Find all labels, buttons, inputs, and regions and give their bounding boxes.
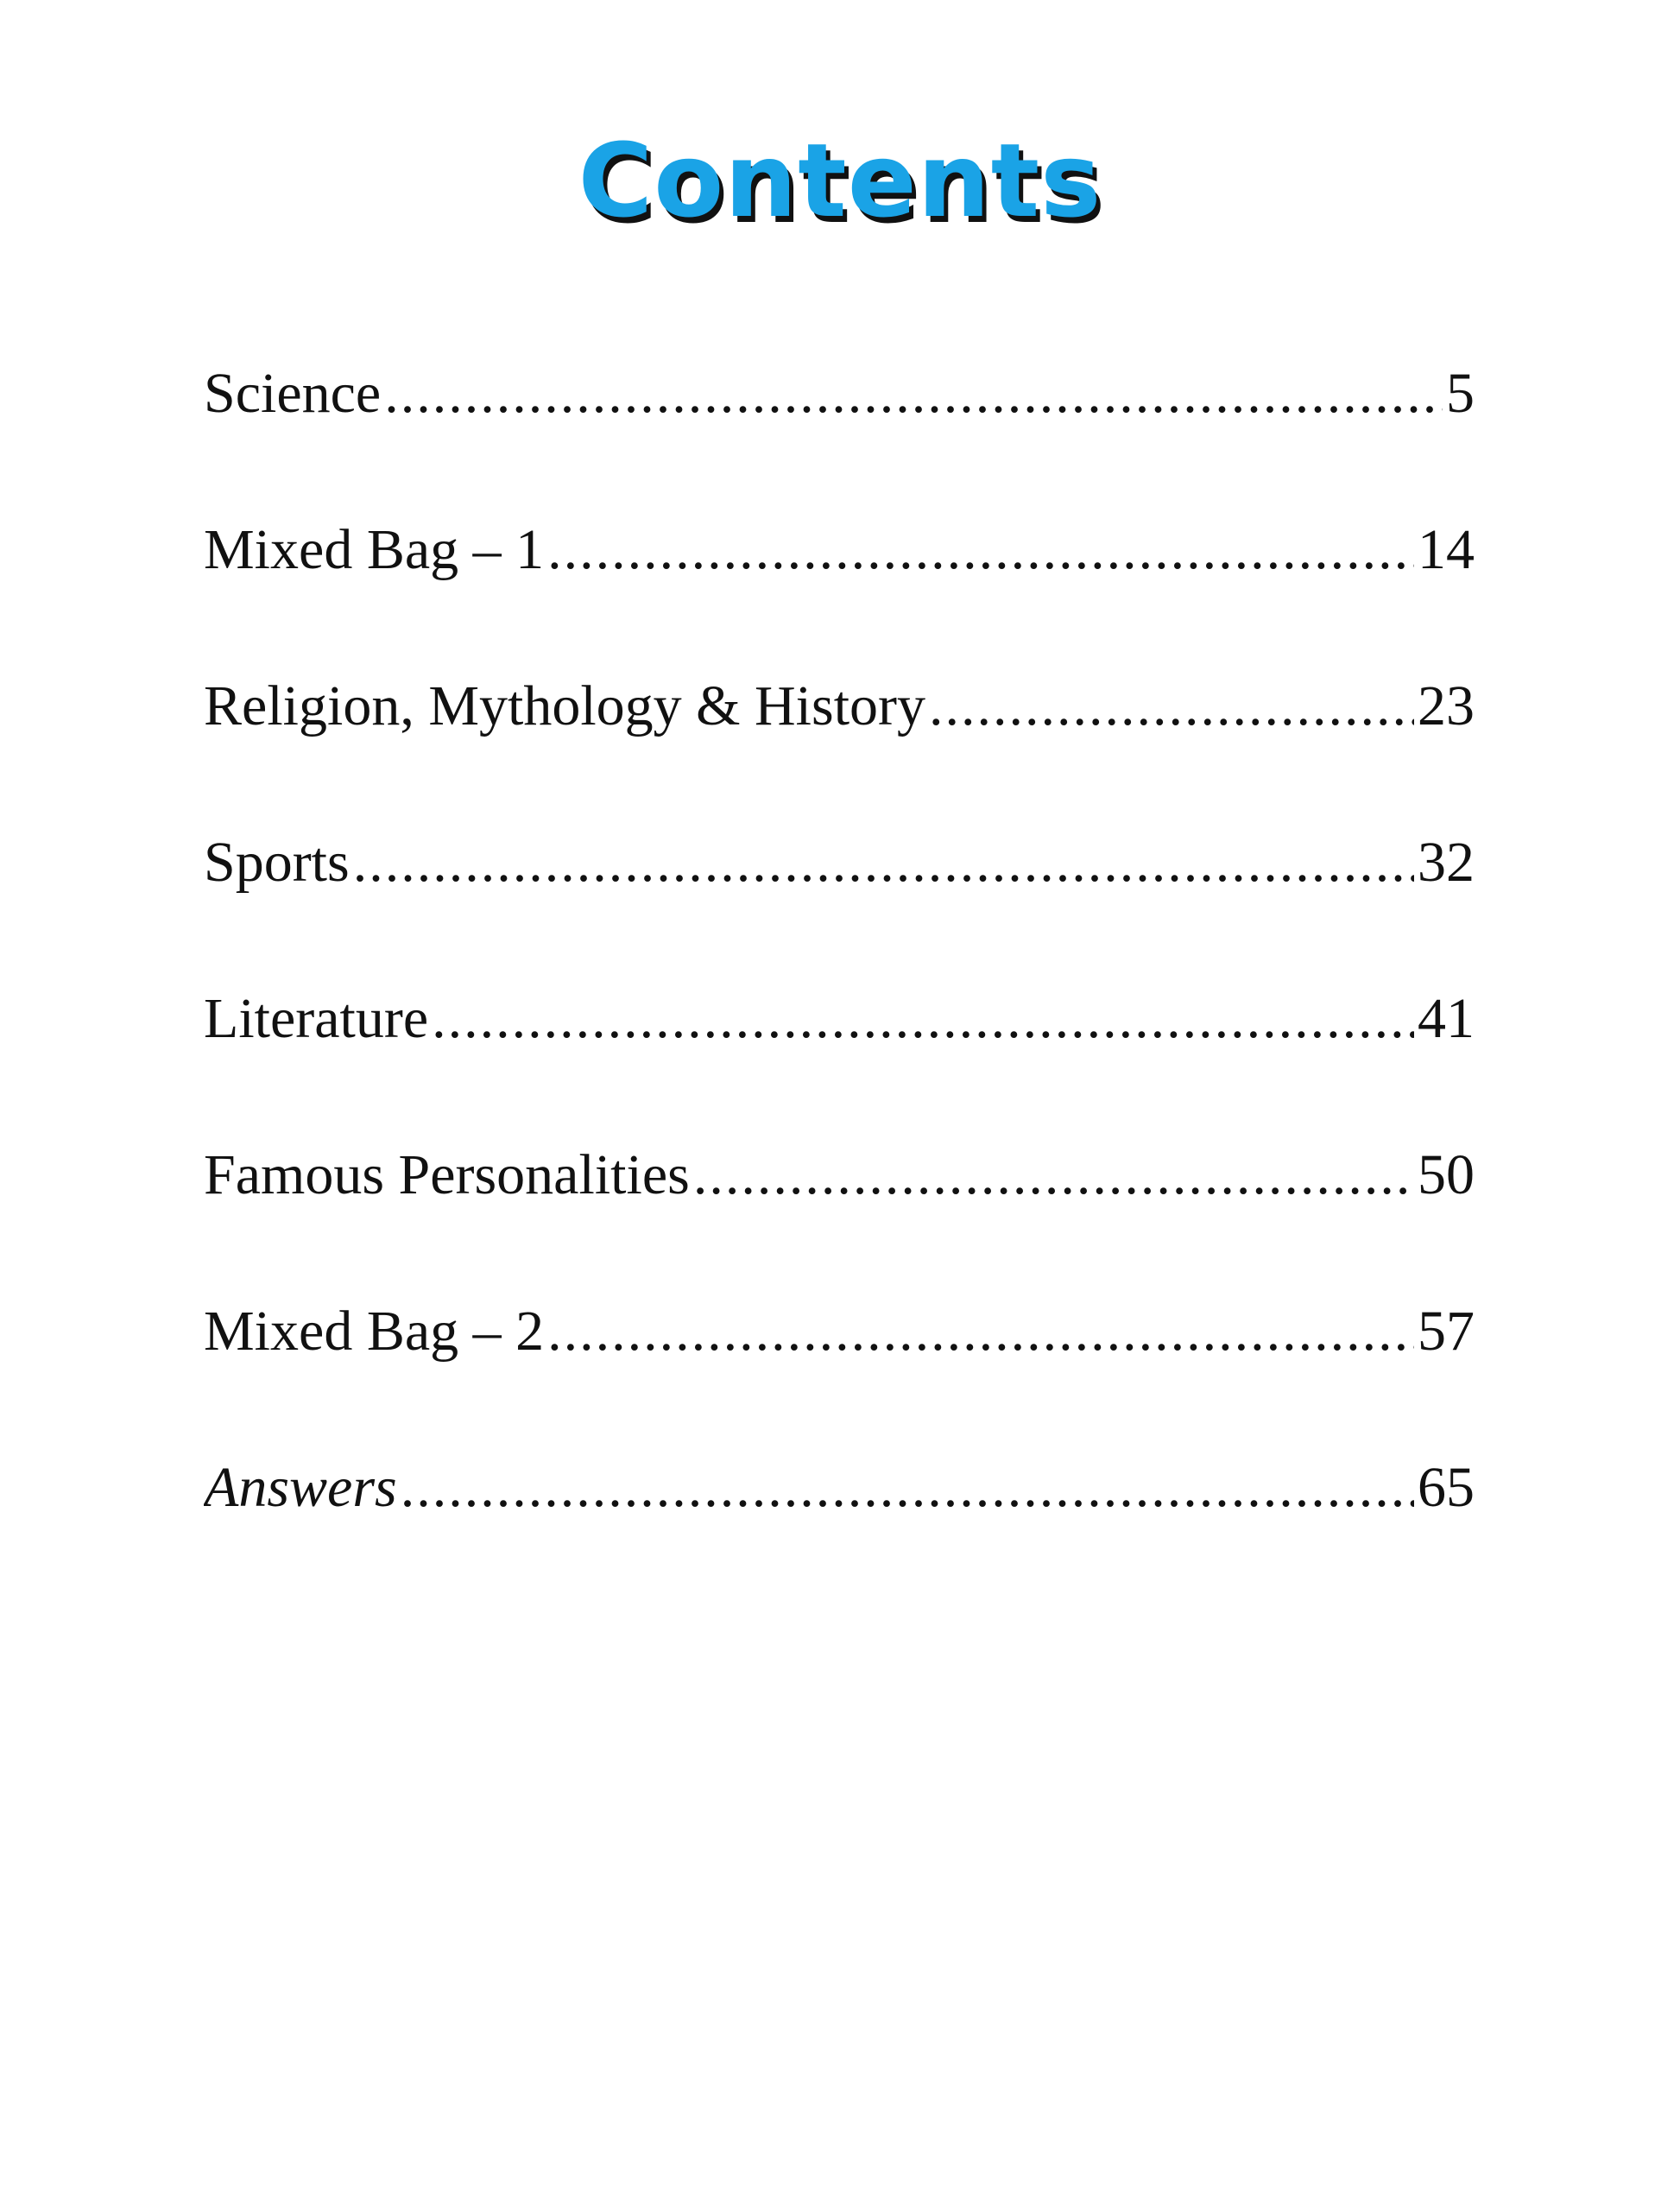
- toc-entry-label: Sports: [204, 831, 350, 894]
- dot-leader: [432, 986, 1414, 1052]
- dot-leader: [929, 674, 1414, 739]
- toc-entry-page-number: 23: [1418, 674, 1475, 737]
- dot-leader: [547, 1299, 1414, 1364]
- dot-leader: [401, 1455, 1414, 1521]
- dot-leader: [353, 830, 1414, 895]
- toc-entry-answers[interactable]: [204, 1455, 1475, 1611]
- toc-entry-mixed-bag-1[interactable]: [204, 517, 1475, 674]
- toc-entry-label: Religion, Mythology & History: [204, 674, 926, 737]
- toc-entry-science[interactable]: [204, 361, 1475, 517]
- dot-leader: [547, 517, 1414, 583]
- toc-entry-label: Famous Personalities: [204, 1143, 690, 1206]
- toc-entry-page-number: 14: [1418, 518, 1475, 581]
- toc-entry-page-number: 57: [1418, 1300, 1475, 1363]
- dot-leader: [384, 361, 1443, 427]
- toc-entry-page-number: 5: [1446, 362, 1475, 425]
- toc-entry-label: Answers: [204, 1456, 397, 1519]
- page-title: Contents: [578, 121, 1102, 240]
- toc-entry-page-number: 65: [1418, 1456, 1475, 1519]
- toc-entry-label: Mixed Bag – 2: [204, 1300, 545, 1363]
- toc-entry-page-number: 50: [1418, 1143, 1475, 1206]
- toc-entry-literature[interactable]: [204, 986, 1475, 1142]
- dot-leader: [693, 1142, 1414, 1208]
- toc-entry-sports[interactable]: [204, 830, 1475, 986]
- table-of-contents: [204, 361, 1475, 1611]
- toc-entry-religion-mythology-history[interactable]: [204, 674, 1475, 830]
- toc-entry-mixed-bag-2[interactable]: [204, 1299, 1475, 1455]
- toc-entry-page-number: 41: [1418, 987, 1475, 1050]
- toc-entry-label: Mixed Bag – 1: [204, 518, 545, 581]
- toc-entry-label: Literature: [204, 987, 429, 1050]
- toc-entry-label: Science: [204, 362, 382, 425]
- toc-entry-page-number: 32: [1418, 831, 1475, 894]
- toc-entry-famous-personalities[interactable]: [204, 1142, 1475, 1299]
